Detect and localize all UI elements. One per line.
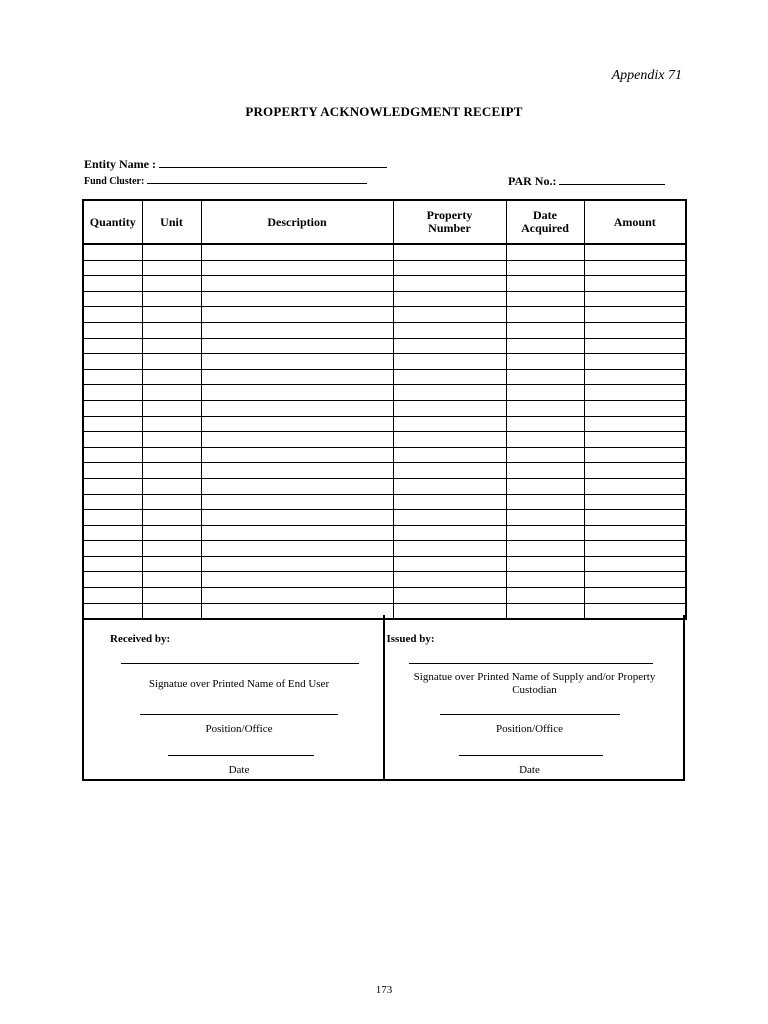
table-cell-description[interactable] [201,588,393,604]
issued-by-signature-line[interactable] [409,663,653,664]
table-cell-date-acquired[interactable] [506,510,584,526]
table-cell-quantity[interactable] [83,494,142,510]
table-cell-date-acquired[interactable] [506,307,584,323]
table-cell-unit[interactable] [142,244,201,260]
table-cell-unit[interactable] [142,478,201,494]
table-cell-description[interactable] [201,385,393,401]
table-cell-date-acquired[interactable] [506,244,584,260]
table-cell-description[interactable] [201,463,393,479]
table-cell-property-number[interactable] [393,478,506,494]
table-cell-unit[interactable] [142,432,201,448]
entity-name-label: Entity Name : [84,157,156,171]
table-cell-description[interactable] [201,354,393,370]
table-row [83,276,686,292]
table-cell-amount[interactable] [584,260,686,276]
table-row [83,244,686,260]
table-cell-amount[interactable] [584,556,686,572]
table-cell-unit[interactable] [142,525,201,541]
issued-by-position-caption: Position/Office [495,723,563,735]
received-by-position-caption: Position/Office [205,723,273,735]
table-cell-description[interactable] [201,416,393,432]
issued-by-position-line[interactable] [440,714,620,715]
table-cell-quantity[interactable] [83,244,142,260]
table-cell-amount[interactable] [584,338,686,354]
table-cell-property-number[interactable] [393,276,506,292]
table-cell-unit[interactable] [142,338,201,354]
table-cell-unit[interactable] [142,400,201,416]
table-cell-amount[interactable] [584,541,686,557]
table-cell-unit[interactable] [142,416,201,432]
received-by-block [84,615,385,779]
received-by-heading: Received by: [110,633,171,645]
table-cell-description[interactable] [201,510,393,526]
table-cell-amount[interactable] [584,510,686,526]
table-cell-unit[interactable] [142,447,201,463]
appendix-label: Appendix 71 [611,68,682,83]
table-cell-date-acquired[interactable] [506,588,584,604]
table-cell-property-number[interactable] [393,588,506,604]
table-row [83,291,686,307]
table-cell-property-number[interactable] [393,525,506,541]
table-cell-date-acquired[interactable] [506,432,584,448]
table-row [83,525,686,541]
table-cell-description[interactable] [201,432,393,448]
page-number: 173 [375,984,393,996]
table-cell-property-number[interactable] [393,338,506,354]
table-cell-quantity[interactable] [83,400,142,416]
table-cell-description[interactable] [201,572,393,588]
table-cell-amount[interactable] [584,385,686,401]
table-cell-property-number[interactable] [393,369,506,385]
table-cell-property-number[interactable] [393,260,506,276]
table-cell-description[interactable] [201,525,393,541]
table-cell-date-acquired[interactable] [506,494,584,510]
table-cell-quantity[interactable] [83,463,142,479]
table-row [83,385,686,401]
table-cell-property-number[interactable] [393,572,506,588]
table-row [83,463,686,479]
table-cell-quantity[interactable] [83,510,142,526]
table-cell-description[interactable] [201,291,393,307]
table-cell-unit[interactable] [142,572,201,588]
table-cell-amount[interactable] [584,400,686,416]
table-row [83,416,686,432]
table-row [83,447,686,463]
table-row [83,494,686,510]
table-cell-unit[interactable] [142,494,201,510]
received-by-date-caption: Date [228,764,250,776]
table-cell-property-number[interactable] [393,541,506,557]
table-row [83,322,686,338]
table-cell-amount[interactable] [584,244,686,260]
table-cell-description[interactable] [201,447,393,463]
table-cell-date-acquired[interactable] [506,369,584,385]
table-cell-property-number[interactable] [393,510,506,526]
column-header-quantity: Quantity [83,200,142,244]
table-cell-unit[interactable] [142,385,201,401]
table-cell-quantity[interactable] [83,291,142,307]
table-cell-description[interactable] [201,338,393,354]
table-cell-unit[interactable] [142,291,201,307]
table-cell-amount[interactable] [584,463,686,479]
table-cell-date-acquired[interactable] [506,541,584,557]
items-table [82,199,687,620]
table-cell-date-acquired[interactable] [506,291,584,307]
table-cell-quantity[interactable] [83,338,142,354]
table-cell-amount[interactable] [584,322,686,338]
table-cell-property-number[interactable] [393,322,506,338]
table-cell-amount[interactable] [584,588,686,604]
table-cell-date-acquired[interactable] [506,556,584,572]
table-cell-amount[interactable] [584,447,686,463]
par-number-label: PAR No.: [508,174,557,188]
table-row [83,510,686,526]
received-by-date-line[interactable] [168,755,314,756]
entity-name-blank[interactable] [159,167,387,168]
table-row [83,588,686,604]
table-cell-property-number[interactable] [393,244,506,260]
issued-by-date-caption: Date [519,764,540,776]
table-cell-unit[interactable] [142,556,201,572]
table-cell-description[interactable] [201,307,393,323]
table-cell-description[interactable] [201,369,393,385]
table-cell-date-acquired[interactable] [506,416,584,432]
fund-cluster-label: Fund Cluster: [84,176,145,187]
table-row [83,432,686,448]
table-cell-date-acquired[interactable] [506,447,584,463]
table-cell-amount[interactable] [584,307,686,323]
table-cell-quantity[interactable] [83,354,142,370]
table-cell-unit[interactable] [142,369,201,385]
table-cell-date-acquired[interactable] [506,354,584,370]
received-by-position-line[interactable] [140,714,338,715]
column-header-description: Description [201,200,393,244]
form-title: PROPERTY ACKNOWLEDGMENT RECEIPT [245,104,523,119]
table-row [83,354,686,370]
table-cell-description[interactable] [201,478,393,494]
table-row [83,338,686,354]
table-row [83,572,686,588]
received-by-signature-line[interactable] [121,663,359,664]
fund-cluster-blank[interactable] [147,183,367,184]
table-cell-amount[interactable] [584,572,686,588]
table-cell-quantity[interactable] [83,276,142,292]
entity-name-field[interactable] [84,157,387,172]
table-cell-description[interactable] [201,244,393,260]
table-row [83,369,686,385]
table-cell-unit[interactable] [142,541,201,557]
table-cell-date-acquired[interactable] [506,385,584,401]
table-cell-description[interactable] [201,494,393,510]
fund-cluster-field[interactable] [84,176,367,187]
table-cell-quantity[interactable] [83,385,142,401]
table-cell-quantity[interactable] [83,416,142,432]
table-cell-quantity[interactable] [83,572,142,588]
table-cell-property-number[interactable] [393,354,506,370]
table-cell-quantity[interactable] [83,588,142,604]
par-number-field[interactable] [508,174,665,189]
table-cell-amount[interactable] [584,416,686,432]
table-cell-unit[interactable] [142,260,201,276]
table-cell-quantity[interactable] [83,432,142,448]
table-cell-property-number[interactable] [393,385,506,401]
table-cell-description[interactable] [201,541,393,557]
column-header-amount: Amount [584,200,686,244]
table-cell-date-acquired[interactable] [506,400,584,416]
table-row [83,541,686,557]
table-cell-amount[interactable] [584,291,686,307]
table-cell-date-acquired[interactable] [506,463,584,479]
table-cell-date-acquired[interactable] [506,322,584,338]
table-cell-date-acquired[interactable] [506,525,584,541]
table-cell-unit[interactable] [142,510,201,526]
table-cell-amount[interactable] [584,354,686,370]
table-cell-amount[interactable] [584,478,686,494]
table-cell-quantity[interactable] [83,541,142,557]
table-cell-property-number[interactable] [393,556,506,572]
table-row [83,307,686,323]
table-cell-property-number[interactable] [393,432,506,448]
table-cell-description[interactable] [201,276,393,292]
table-cell-quantity[interactable] [83,447,142,463]
table-cell-date-acquired[interactable] [506,276,584,292]
table-cell-property-number[interactable] [393,447,506,463]
table-cell-quantity[interactable] [83,260,142,276]
table-cell-description[interactable] [201,322,393,338]
table-cell-date-acquired[interactable] [506,572,584,588]
table-cell-property-number[interactable] [393,291,506,307]
table-cell-quantity[interactable] [83,525,142,541]
table-cell-unit[interactable] [142,354,201,370]
table-cell-amount[interactable] [584,432,686,448]
table-cell-amount[interactable] [584,494,686,510]
table-cell-property-number[interactable] [393,400,506,416]
received-by-name-caption: Signatue over Printed Name of End User [148,678,330,690]
table-cell-unit[interactable] [142,307,201,323]
table-cell-amount[interactable] [584,369,686,385]
table-cell-quantity[interactable] [83,556,142,572]
table-cell-quantity[interactable] [83,369,142,385]
table-cell-property-number[interactable] [393,463,506,479]
column-header-property-number: Property Number [393,200,506,244]
table-cell-unit[interactable] [142,322,201,338]
issued-by-name-caption: Signatue over Printed Name of Supply and/or Property Custodian [413,671,656,696]
signature-section [82,615,685,781]
table-row [83,400,686,416]
column-header-unit: Unit [142,200,201,244]
table-cell-property-number[interactable] [393,416,506,432]
table-cell-description[interactable] [201,400,393,416]
table-cell-amount[interactable] [584,525,686,541]
par-number-blank[interactable] [559,184,665,185]
table-cell-description[interactable] [201,260,393,276]
issued-by-block [385,615,684,779]
table-cell-quantity[interactable] [83,478,142,494]
table-cell-quantity[interactable] [83,307,142,323]
issued-by-heading: Issued by: [386,633,435,645]
column-header-date-acquired: Date Acquired [506,200,584,244]
table-cell-date-acquired[interactable] [506,260,584,276]
table-row [83,478,686,494]
table-cell-unit[interactable] [142,463,201,479]
table-cell-amount[interactable] [584,276,686,292]
table-cell-unit[interactable] [142,276,201,292]
issued-by-date-line[interactable] [459,755,603,756]
table-header-row [83,200,686,244]
table-cell-quantity[interactable] [83,322,142,338]
table-body [83,244,686,619]
table-cell-unit[interactable] [142,588,201,604]
table-cell-description[interactable] [201,556,393,572]
table-row [83,260,686,276]
table-cell-property-number[interactable] [393,494,506,510]
table-cell-property-number[interactable] [393,307,506,323]
table-cell-date-acquired[interactable] [506,338,584,354]
table-row [83,556,686,572]
table-cell-date-acquired[interactable] [506,478,584,494]
